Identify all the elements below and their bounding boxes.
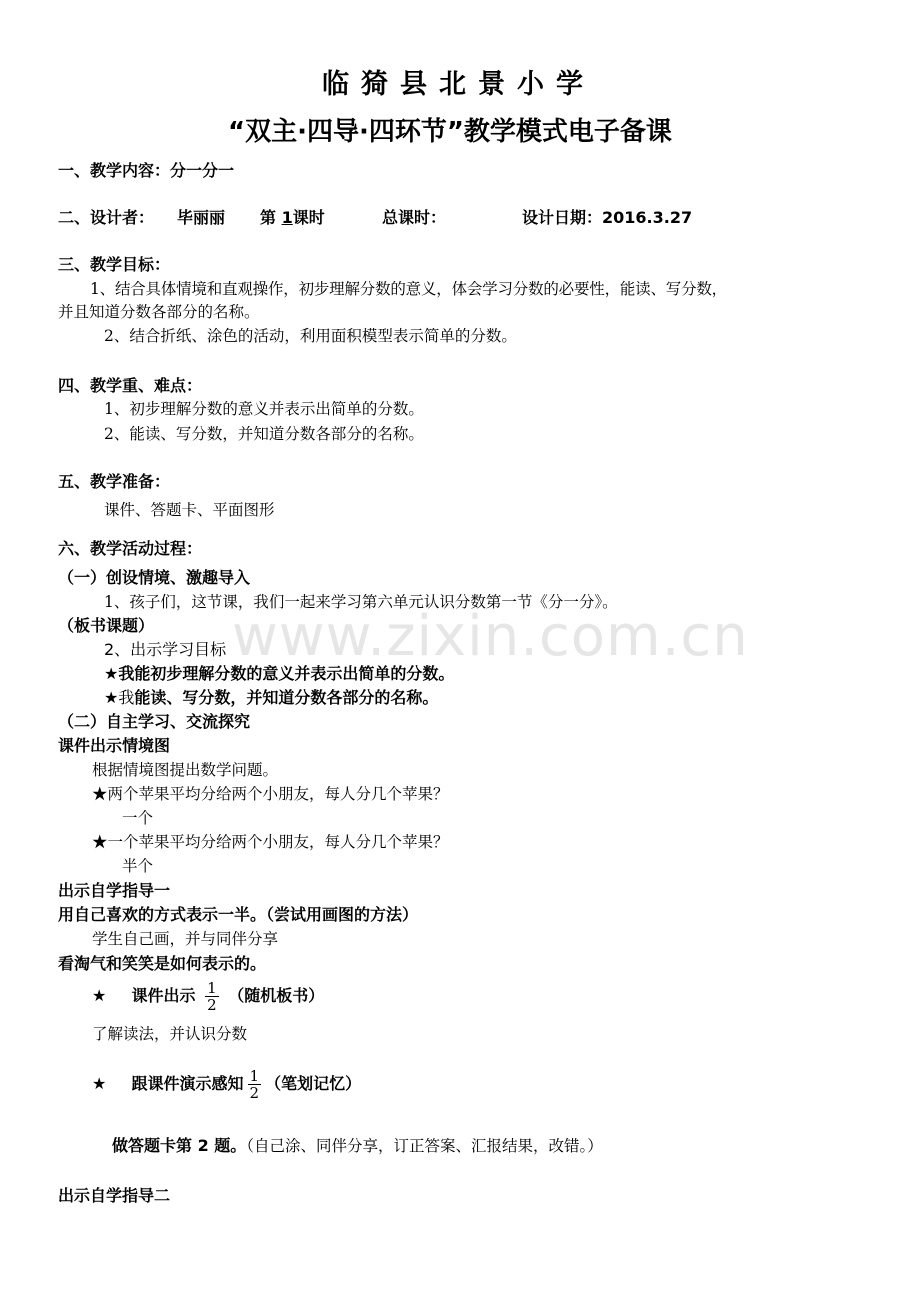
guide-1-heading: 出示自学指导一 <box>58 881 171 900</box>
board-title-note: （板书课题） <box>58 616 155 635</box>
reading-line: 了解读法，并认识分数 <box>92 1025 248 1043</box>
answer-2: 半个 <box>122 857 154 875</box>
courseware-show-label: 课件出示 <box>131 986 196 1005</box>
preparation-items: 课件、答题卡、平面图形 <box>104 501 275 519</box>
part-2-heading: （二）自主学习、交流探究 <box>58 712 251 731</box>
demo-feel-label: 跟课件演示感知 <box>131 1074 244 1093</box>
part-1-heading: （一）创设情境、激趣导入 <box>58 568 251 587</box>
scene-heading: 课件出示情境图 <box>58 736 171 755</box>
section-1-label: 一、教学内容： <box>58 161 171 180</box>
goal-1-line-a: 1、结合具体情境和直观操作，初步理解分数的意义，体会学习分数的必要性，能读、写分数， <box>90 280 727 298</box>
intro-line-2: 2、出示学习目标 <box>104 640 227 659</box>
intro-line-1: 1、孩子们，这节课，我们一起来学习第六单元认识分数第一节《分一分》。 <box>104 593 618 611</box>
fraction-one-half <box>248 1068 262 1102</box>
random-board-note: （随机板书） <box>228 986 325 1005</box>
star-goal-2-text: 能读、写分数，并知道分数各部分的名称。 <box>134 688 439 707</box>
courseware-show-line <box>92 974 324 1018</box>
lesson-num: 1 <box>281 208 293 227</box>
star-goal-1: ★我能初步理解分数的意义并表示出简单的分数。 <box>104 664 455 683</box>
fraction-denominator: 2 <box>207 996 217 1014</box>
school-title: 临猗县北景小学 <box>322 69 595 100</box>
goal-2: 2、结合折纸、涂色的活动，利用面积模型表示简单的分数。 <box>104 327 517 345</box>
star-goal-2 <box>104 685 438 708</box>
see-line: 看淘气和笑笑是如何表示的。 <box>58 954 267 973</box>
section-1-value: 分一分一 <box>170 161 235 180</box>
designer-name: 毕丽丽 <box>177 208 226 227</box>
answer-card-line <box>112 1133 603 1156</box>
fraction-numerator: 1 <box>207 978 217 997</box>
question-1: ★两个苹果平均分给两个小朋友，每人分几个苹果？ <box>92 785 449 803</box>
question-2: ★一个苹果平均分给两个小朋友，每人分几个苹果？ <box>92 833 449 851</box>
share-line: 学生自己画，并与同伴分享 <box>92 930 279 948</box>
task-1: 用自己喜欢的方式表示一半。（尝试用画图的方法） <box>58 905 419 924</box>
section-6-label: 六、教学活动过程： <box>58 539 203 558</box>
ask-question-line: 根据情境图提出数学问题。 <box>92 761 279 779</box>
section-5-label: 五、教学准备： <box>58 472 171 491</box>
section-1 <box>58 158 234 181</box>
answer-1: 一个 <box>122 809 154 827</box>
guide-2-heading: 出示自学指导二 <box>58 1186 171 1205</box>
star-icon: ★ <box>92 1074 107 1093</box>
section-4-label: 四、教学重、难点： <box>58 376 203 395</box>
answer-card-steps: （自己涂、同伴分享，订正答案、汇报结果，改错。） <box>246 1137 603 1155</box>
star-goal-2-prefix: ★我 <box>104 688 135 707</box>
lesson-suffix: 课时 <box>292 208 325 227</box>
design-date-label: 设计日期： <box>522 208 603 227</box>
lesson-number <box>260 205 325 228</box>
fraction-one-half <box>205 980 219 1014</box>
section-2-label: 二、设计者： <box>58 208 155 227</box>
fraction-numerator: 1 <box>249 1066 260 1085</box>
lesson-prefix: 第 <box>260 208 277 227</box>
section-3-label: 三、教学目标： <box>58 255 171 274</box>
answer-card-task: 做答题卡第 2 题。 <box>112 1136 247 1155</box>
key-point-2: 2、能读、写分数，并知道分数各部分的名称。 <box>104 425 424 443</box>
goal-1-line-b: 并且知道分数各部分的名称。 <box>58 303 260 321</box>
design-date <box>522 205 692 228</box>
stroke-memory-note: （笔划记忆） <box>265 1074 362 1093</box>
key-point-1: 1、初步理解分数的意义并表示出简单的分数。 <box>104 400 424 418</box>
star-icon: ★ <box>92 986 107 1005</box>
demo-feel-line <box>92 1062 361 1106</box>
mode-title: “双主·四导·四环节”教学模式电子备课 <box>228 117 672 147</box>
fraction-denominator: 2 <box>249 1084 260 1102</box>
design-date-value: 2016.3.27 <box>602 208 693 227</box>
total-lessons-label: 总课时： <box>382 208 447 227</box>
watermark: www.zixin.com.cn <box>232 604 749 669</box>
